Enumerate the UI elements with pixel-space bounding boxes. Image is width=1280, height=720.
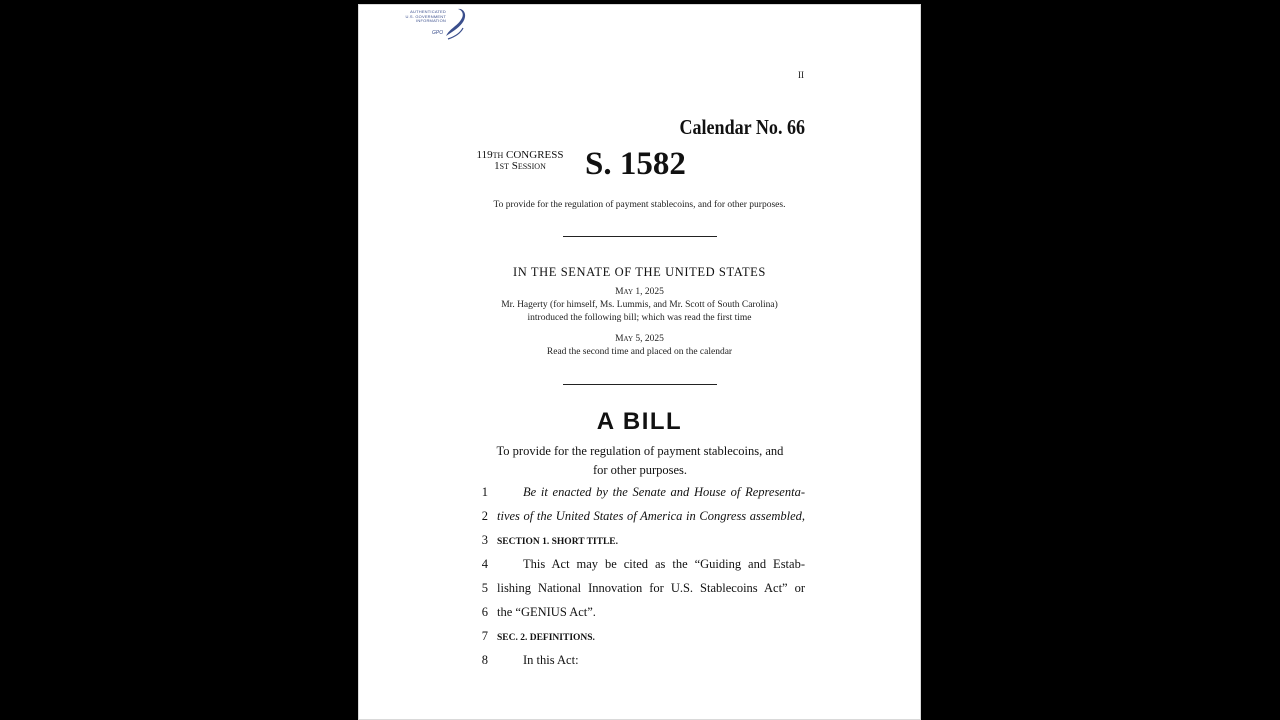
line-number: 2 (481, 509, 488, 523)
bill-purpose-line: To provide for the regulation of payment stablecoins, and (496, 444, 784, 458)
seal-line: INFORMATION (416, 18, 446, 23)
seal-line: U.S. GOVERNMENT (405, 13, 446, 19)
action-text: introduced the following bill; which was read the first time (527, 313, 752, 323)
line-number: 4 (481, 557, 488, 571)
bill-line (358, 485, 921, 505)
line-text: lishing National Innovation for U.S. Stablecoins Act” or (497, 581, 805, 595)
bill-purpose (478, 442, 802, 479)
seal-line: AUTHENTICATED (410, 9, 446, 14)
line-number: 8 (481, 653, 488, 667)
eagle-icon (442, 6, 468, 42)
section-heading: SECTION 1. SHORT TITLE. (497, 537, 619, 547)
bill-version-marker: II (798, 70, 804, 80)
line-text: the “GENIUS Act”. (497, 605, 596, 619)
divider-rule (563, 236, 717, 237)
bill-line (358, 605, 921, 625)
action-date: May 5, 2025 (615, 334, 664, 344)
bill-page (358, 4, 921, 720)
bill-line (358, 629, 921, 649)
line-text: tives of the United States of America in Congress assembled, (497, 509, 805, 523)
congress-label: 119th CONGRESS (476, 149, 564, 161)
line-text: In this Act: (523, 653, 579, 667)
bill-line (358, 557, 921, 577)
line-text: This Act may be cited as the “Guiding and Estab- (523, 557, 805, 571)
section-heading: SEC. 2. DEFINITIONS. (497, 633, 595, 643)
action-block (358, 333, 921, 359)
bill-line (358, 581, 921, 601)
action-text: Read the second time and placed on the calendar (546, 347, 733, 357)
bill-title: A BILL (596, 408, 683, 435)
bill-number: S. 1582 (585, 146, 686, 182)
gpo-mark: GPO (432, 30, 444, 36)
bill-line (358, 533, 921, 553)
gpo-authenticated-seal (402, 6, 468, 42)
short-purpose: To provide for the regulation of payment stablecoins, and for other purposes. (493, 200, 786, 210)
session-label: 1st Session (494, 160, 546, 172)
line-number: 7 (481, 629, 488, 643)
line-number: 1 (481, 485, 488, 499)
line-number: 6 (481, 605, 488, 619)
line-text: Be it enacted by the Senate and House of Representa- (523, 485, 805, 499)
divider-rule (563, 384, 717, 385)
congress-session (470, 150, 570, 172)
action-date: May 1, 2025 (615, 287, 664, 297)
bill-purpose-line: for other purposes. (592, 462, 688, 477)
bill-line (358, 509, 921, 529)
calendar-number: Calendar No. 66 (679, 115, 805, 139)
action-block (358, 286, 921, 325)
line-number: 3 (481, 533, 488, 547)
chamber-heading: IN THE SENATE OF THE UNITED STATES (513, 265, 766, 279)
line-number: 5 (481, 581, 488, 595)
bill-line (358, 653, 921, 673)
action-text: Mr. Hagerty (for himself, Ms. Lummis, and Mr. Scott of South Carolina) (501, 300, 778, 310)
